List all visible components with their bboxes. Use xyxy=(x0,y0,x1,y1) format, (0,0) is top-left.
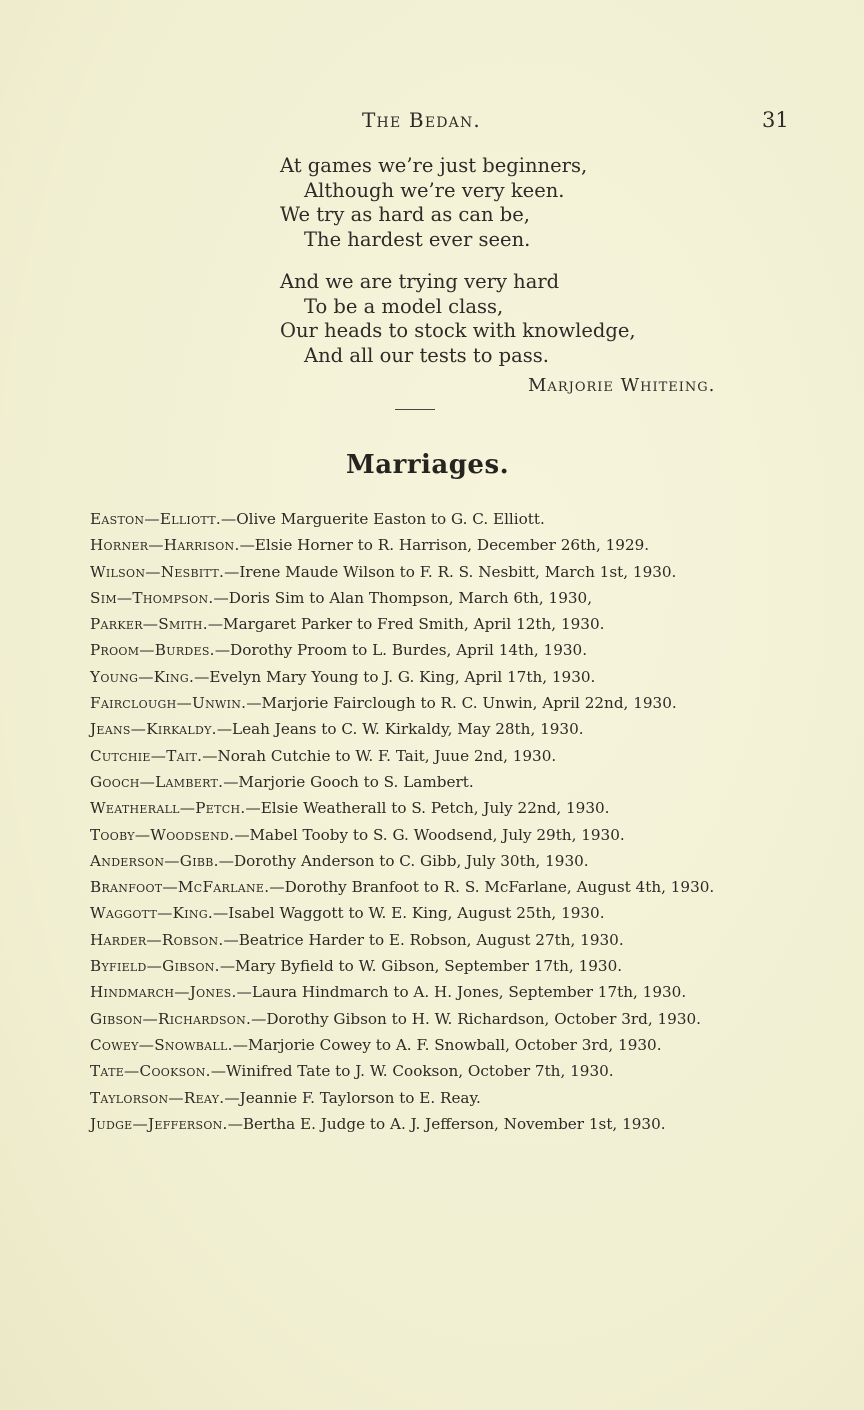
running-title: The Bedan. xyxy=(362,108,481,132)
marriage-names: Cowey—Snowball. xyxy=(90,1035,233,1054)
marriage-entry xyxy=(90,874,820,900)
marriage-details: —Laura Hindmarch to A. H. Jones, September 17th, 1930. xyxy=(236,983,687,1002)
marriage-entry xyxy=(90,848,820,874)
page-number: 31 xyxy=(762,108,789,132)
poem-line: The hardest ever seen. xyxy=(304,227,531,251)
marriage-names: Wilson—Nesbitt. xyxy=(90,562,225,581)
marriage-names: Waggott—King. xyxy=(90,904,214,923)
marriage-details: —Margaret Parker to Fred Smith, April 12th, 1930. xyxy=(207,615,605,634)
marriage-names: Harder—Robson. xyxy=(90,930,224,949)
poem-line: And we are trying very hard xyxy=(280,270,560,293)
marriage-names: Gibson—Richardson. xyxy=(90,1009,252,1028)
marriage-entry xyxy=(90,1006,820,1032)
marriage-details: —Doris Sim to Alan Thompson, March 6th, 1930, xyxy=(213,588,593,607)
marriage-entry xyxy=(90,1058,820,1084)
poem xyxy=(280,154,780,386)
marriage-details: —Dorothy Gibson to H. W. Richardson, October 3rd, 1930. xyxy=(251,1009,701,1028)
marriage-names: Easton—Elliott. xyxy=(90,510,221,528)
marriage-entry xyxy=(90,559,820,585)
marriage-details: —Elsie Horner to R. Harrison, December 26th, 1929. xyxy=(239,536,650,555)
marriage-names: Weatherall—Petch. xyxy=(90,799,246,818)
marriage-details: —Isabel Waggott to W. E. King, August 25th, 1930. xyxy=(213,904,605,923)
marriage-entry xyxy=(90,1032,820,1058)
marriage-entry xyxy=(90,664,820,690)
marriage-names: Cutchie—Tait. xyxy=(90,746,203,765)
marriage-entry xyxy=(90,822,820,848)
marriage-details: —Elsie Weatherall to S. Petch, July 22nd, 1930. xyxy=(245,799,610,818)
marriage-names: Hindmarch—Jones. xyxy=(90,983,237,1002)
marriage-entry xyxy=(90,637,820,663)
marriage-details: —Mabel Tooby to S. G. Woodsend, July 29th, 1930. xyxy=(234,825,625,844)
poem-stanza xyxy=(280,270,780,368)
marriage-details: —Marjorie Cowey to A. F. Snowball, October 3rd, 1930. xyxy=(232,1035,662,1054)
marriage-entry xyxy=(90,769,820,795)
poem-line: At games we’re just beginners, xyxy=(280,154,588,177)
marriage-details: —Norah Cutchie to W. F. Tait, Juue 2nd, 1930. xyxy=(202,746,557,765)
marriage-names: Fairclough—Unwin. xyxy=(90,694,247,713)
section-divider xyxy=(395,409,435,410)
marriage-names: Jeans—Kirkaldy. xyxy=(90,720,217,739)
marriage-names: Anderson—Gibb. xyxy=(90,851,219,870)
poem-line: Our heads to stock with knowledge, xyxy=(280,319,636,342)
marriage-details: —Olive Marguerite Easton to G. C. Elliott. xyxy=(221,510,545,528)
marriage-entry xyxy=(90,611,820,637)
running-head xyxy=(0,108,864,138)
marriage-entry xyxy=(90,1111,820,1137)
marriage-names: Byfield—Gibson. xyxy=(90,957,220,976)
marriage-names: Proom—Burdes. xyxy=(90,641,215,660)
marriage-entry xyxy=(90,690,820,716)
marriage-details: —Leah Jeans to C. W. Kirkaldy, May 28th, 1930. xyxy=(216,720,584,739)
marriage-details: —Marjorie Gooch to S. Lambert. xyxy=(223,772,474,791)
marriages-list xyxy=(90,506,820,1137)
marriage-entry xyxy=(90,532,820,558)
marriage-entry xyxy=(90,716,820,742)
marriage-details: —Winifred Tate to J. W. Cookson, October 7th, 1930. xyxy=(210,1062,614,1081)
marriage-names: Taylorson—Reay. xyxy=(90,1088,225,1107)
poem-author: Marjorie Whiteing. xyxy=(528,375,716,396)
marriage-details: —Dorothy Proom to L. Burdes, April 14th, 1930. xyxy=(214,641,588,660)
marriage-entry xyxy=(90,795,820,821)
marriage-entry xyxy=(90,979,820,1005)
marriage-details: —Beatrice Harder to E. Robson, August 27th, 1930. xyxy=(223,930,624,949)
marriage-details: —Mary Byfield to W. Gibson, September 17th, 1930. xyxy=(219,957,623,976)
marriage-entry xyxy=(90,953,820,979)
marriage-details: —Dorothy Anderson to C. Gibb, July 30th, 1930. xyxy=(218,851,589,870)
marriage-names: Sim—Thompson. xyxy=(90,588,214,607)
marriage-entry xyxy=(90,743,820,769)
marriage-names: Young—King. xyxy=(90,667,195,686)
marriage-names: Horner—Harrison. xyxy=(90,536,240,555)
poem-line: We try as hard as can be, xyxy=(280,203,530,226)
marriage-entry xyxy=(90,506,820,532)
marriage-details: —Jeannie F. Taylorson to E. Reay. xyxy=(224,1088,481,1107)
marriage-details: —Evelyn Mary Young to J. G. King, April 17th, 1930. xyxy=(194,667,596,686)
marriage-entry xyxy=(90,1085,820,1111)
poem-line: To be a model class, xyxy=(304,294,504,318)
marriage-details: —Dorothy Branfoot to R. S. McFarlane, August 4th, 1930. xyxy=(269,878,715,897)
marriage-entry xyxy=(90,927,820,953)
section-title: Marriages. xyxy=(346,450,510,480)
marriage-names: Parker—Smith. xyxy=(90,615,208,634)
marriage-names: Tooby—Woodsend. xyxy=(90,825,235,844)
marriage-entry xyxy=(90,585,820,611)
poem-line: Although we’re very keen. xyxy=(304,178,565,202)
poem-stanza xyxy=(280,154,780,252)
marriage-names: Tate—Cookson. xyxy=(90,1062,211,1081)
poem-line: And all our tests to pass. xyxy=(304,343,549,367)
marriage-entry xyxy=(90,900,820,926)
marriage-details: —Irene Maude Wilson to F. R. S. Nesbitt, March 1st, 1930. xyxy=(224,562,677,581)
marriage-names: Gooch—Lambert. xyxy=(90,772,224,791)
marriage-details: —Marjorie Fairclough to R. C. Unwin, April 22nd, 1930. xyxy=(246,694,677,713)
marriage-names: Judge—Jefferson. xyxy=(90,1114,228,1133)
marriage-names: Branfoot—McFarlane. xyxy=(90,878,270,897)
marriage-details: —Bertha E. Judge to A. J. Jefferson, November 1st, 1930. xyxy=(227,1114,666,1133)
